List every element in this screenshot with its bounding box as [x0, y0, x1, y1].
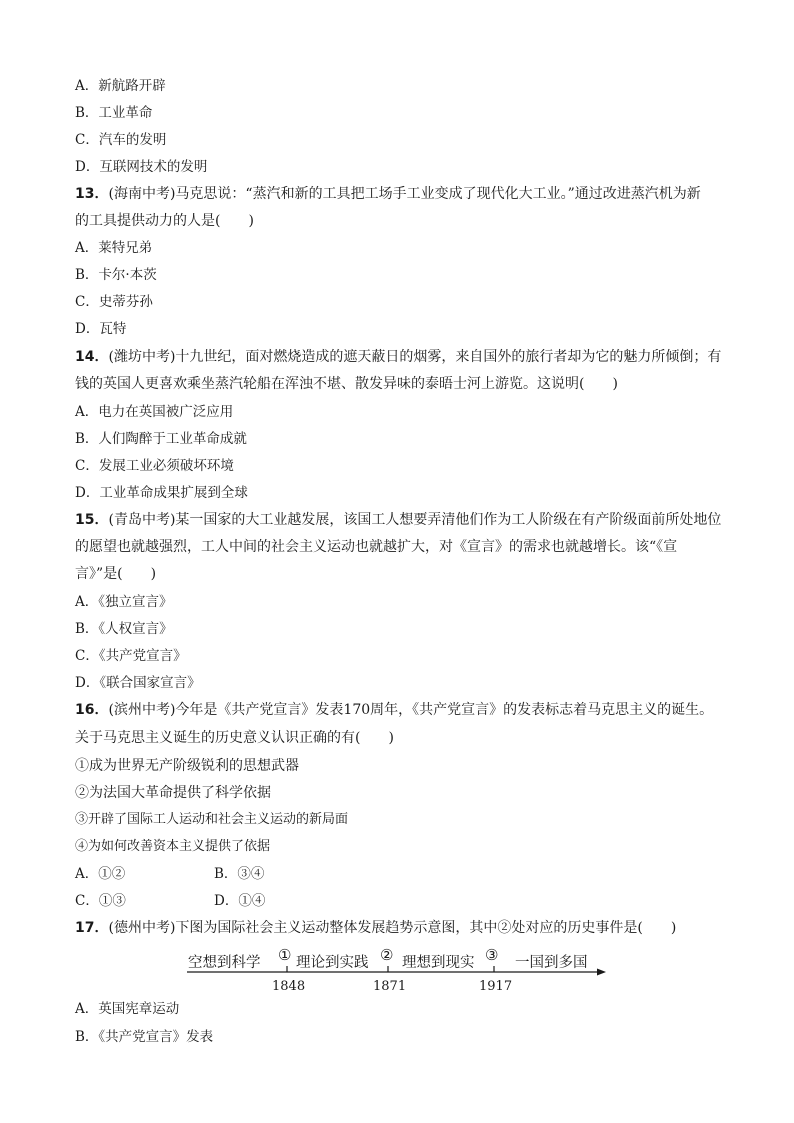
q14-stem-line1	[75, 347, 721, 367]
q14-option-a: A．电力在英国被广泛应用	[75, 404, 234, 420]
q17-stem-text: 下图为国际社会主义运动整体发展趋势示意图，其中②处对应的历史事件是( )	[175, 920, 677, 936]
marker-2: ②	[380, 946, 394, 964]
q13-stem-line2: 的工具提供动力的人是( )	[75, 213, 254, 229]
q13-option-c: C．史蒂芬孙	[75, 294, 153, 310]
q15-number: 15．	[75, 512, 109, 528]
q17-number: 17．	[75, 920, 109, 936]
timeline-arrowhead	[597, 969, 606, 976]
q13-stem-text: 马克思说：“蒸汽和新的工具把工场手工业变成了现代化大工业。”通过改进蒸汽机为新	[175, 186, 701, 202]
q16-option-a: A．①②	[75, 866, 126, 882]
year-1848: 1848	[272, 979, 306, 994]
q14-source: (潍坊中考)	[108, 349, 176, 365]
q15-source: (青岛中考)	[108, 512, 176, 528]
q15-stem-text: 某一国家的大工业越发展，该国工人想要弄清他们作为工人阶级在有产阶级面前所处地位	[175, 512, 722, 528]
q16-option-b: B．③④	[214, 866, 265, 882]
year-1871: 1871	[373, 979, 407, 994]
q14-stem-line2: 钱的英国人更喜欢乘坐蒸汽轮船在浑浊不堪、散发异味的泰晤士河上游览。这说明( )	[75, 376, 618, 392]
q15-stem-line2: 的愿望也就越强烈，工人中间的社会主义运动也就越扩大，对《宣言》的需求也就越增长。该“《宣	[75, 539, 678, 555]
q13-option-a: A．莱特兄弟	[75, 240, 153, 256]
stage-utopian-to-science: 空想到科学	[188, 955, 261, 971]
q14-option-c: C．发展工业必须破坏环境	[75, 458, 234, 474]
q15-stem-line3: 言》”是( )	[75, 566, 157, 582]
marker-3: ③	[485, 946, 499, 964]
stage-ideal-to-reality: 理想到现实	[402, 955, 475, 971]
q13-source: (海南中考)	[108, 186, 176, 202]
q12-option-a: A．新航路开辟	[75, 78, 166, 94]
q16-stem-line1	[75, 700, 713, 720]
q13-stem-line1	[75, 184, 701, 204]
stage-one-to-many-countries: 一国到多国	[515, 955, 588, 971]
q12-option-c: C．汽车的发明	[75, 132, 167, 148]
socialism-timeline-diagram	[185, 946, 610, 996]
q13-option-b: B．卡尔·本茨	[75, 267, 157, 283]
q16-stem-text: 今年是《共产党宣言》发表170周年，《共产党宣言》的发表标志着马克思主义的诞生。	[175, 702, 714, 718]
q15-option-c: C．《共产党宣言》	[75, 648, 187, 664]
q12-option-d: D．互联网技术的发明	[75, 159, 208, 175]
q14-stem-text: 十九世纪，面对燃烧造成的遮天蔽日的烟雾，来自国外的旅行者却为它的魅力所倾倒；有	[175, 349, 722, 365]
q16-option-c: C．①③	[75, 893, 126, 909]
q15-option-d: D．《联合国家宣言》	[75, 675, 201, 691]
q16-item-1: ①成为世界无产阶级锐利的思想武器	[75, 758, 299, 774]
q16-source: (滨州中考)	[108, 702, 176, 718]
q15-option-b: B．《人权宣言》	[75, 621, 173, 637]
q17-option-b: B．《共产党宣言》发表	[75, 1029, 214, 1045]
q17-option-a: A．英国宪章运动	[75, 1001, 180, 1017]
q16-option-d: D．①④	[214, 893, 266, 909]
q14-option-d: D．工业革命成果扩展到全球	[75, 485, 248, 501]
q17-source: (德州中考)	[108, 920, 176, 936]
q14-number: 14．	[75, 349, 109, 365]
q16-number: 16．	[75, 702, 109, 718]
q14-option-b: B．人们陶醉于工业革命成就	[75, 431, 247, 447]
q16-item-3: ③开辟了国际工人运动和社会主义运动的新局面	[75, 812, 349, 827]
year-1917: 1917	[479, 979, 513, 994]
q16-stem-line2: 关于马克思主义诞生的历史意义认识正确的有( )	[75, 730, 394, 746]
marker-1: ①	[278, 946, 292, 964]
q13-number: 13．	[75, 186, 109, 202]
q16-item-4: ④为如何改善资本主义提供了依据	[75, 839, 271, 854]
q12-option-b: B．工业革命	[75, 105, 153, 121]
q15-stem-line1	[75, 510, 721, 530]
q13-option-d: D．瓦特	[75, 321, 127, 337]
q17-stem-line1	[75, 918, 676, 938]
q15-option-a: A．《独立宣言》	[75, 594, 173, 610]
q16-item-2: ②为法国大革命提供了科学依据	[75, 785, 271, 801]
stage-theory-to-practice: 理论到实践	[296, 955, 369, 971]
